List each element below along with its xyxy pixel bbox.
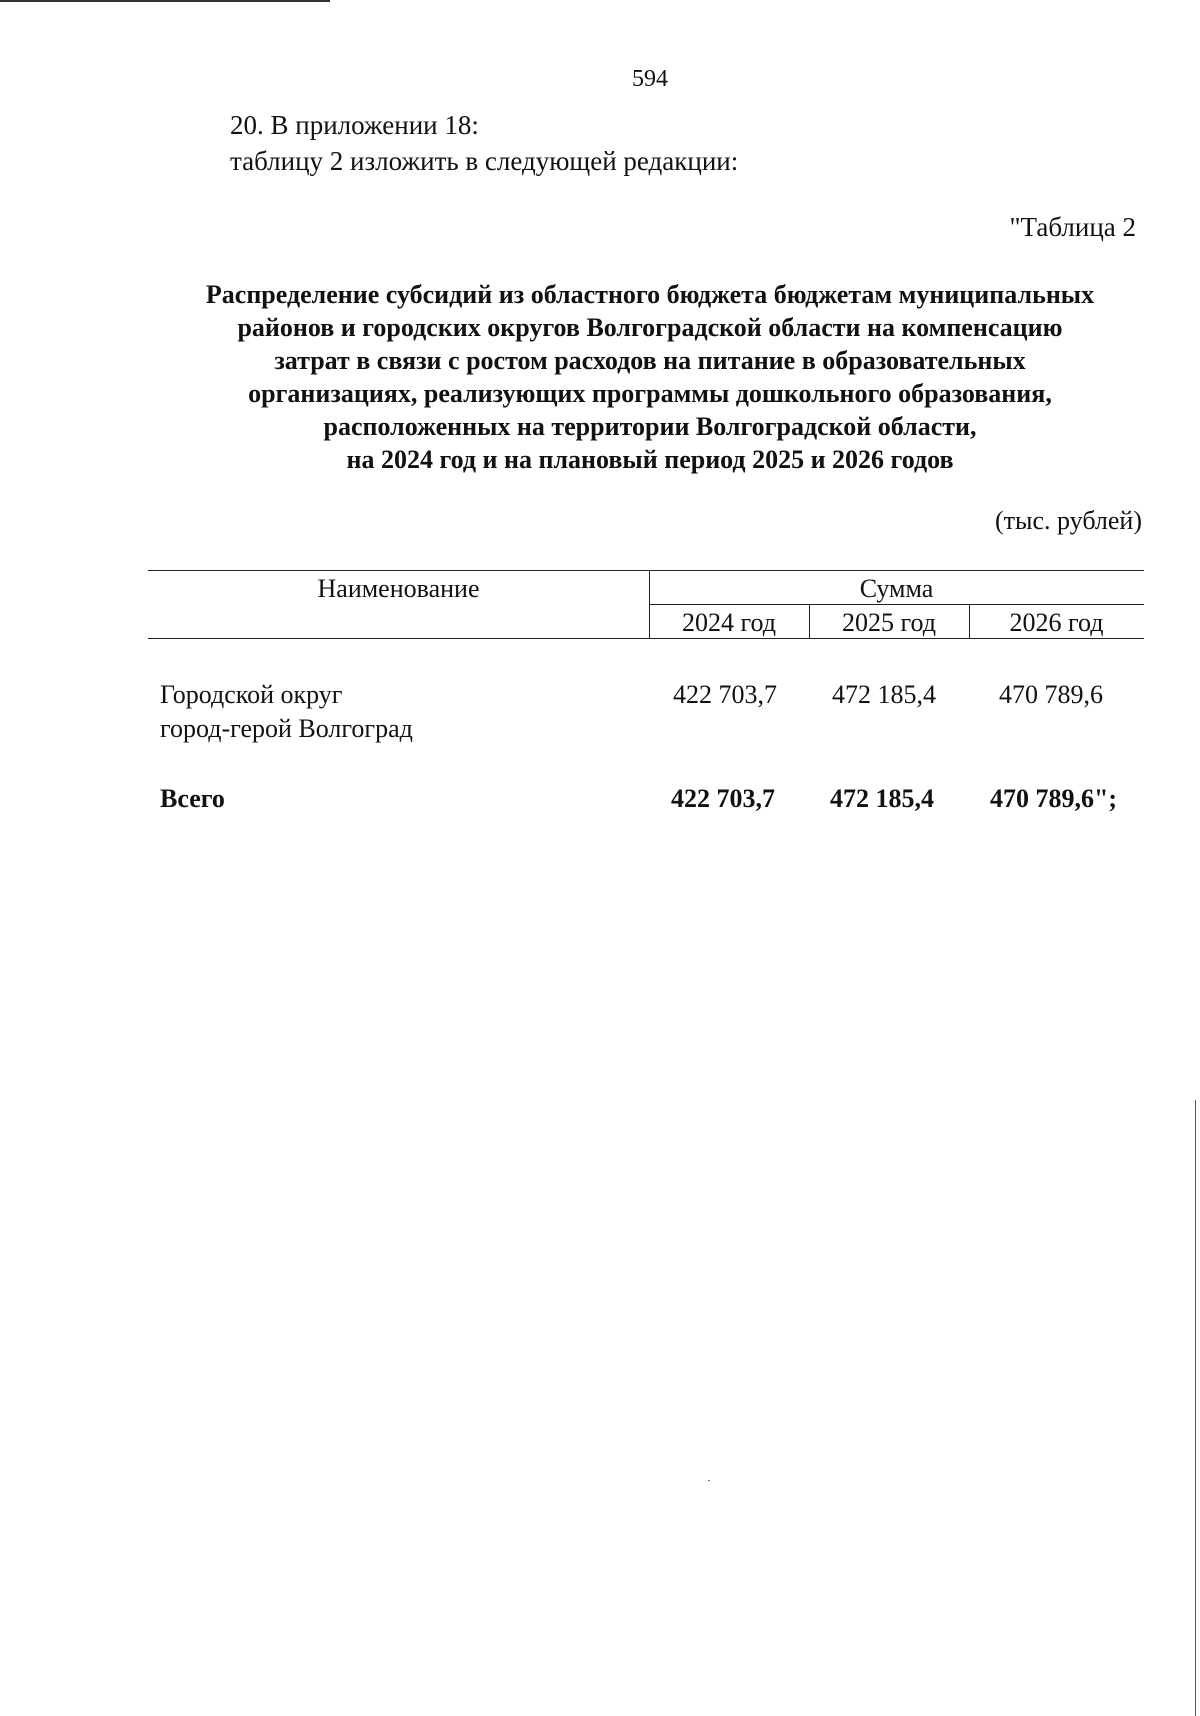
title-line: районов и городских округов Волгоградской области на компенсацию: [237, 313, 1063, 342]
header-year: 2025 год: [842, 608, 936, 637]
sum-header-rule: [649, 604, 1144, 605]
scan-artifact-line: [0, 0, 330, 2]
table-reference: "Таблица 2: [1009, 212, 1136, 242]
total-value: 472 185,4: [830, 784, 934, 813]
total-value: 470 789,6";: [990, 784, 1118, 813]
title-line: затрат в связи с ростом расходов на питание в образовательных: [274, 346, 1026, 375]
row-value: 422 703,7: [673, 680, 777, 709]
header-sum: Сумма: [859, 574, 934, 603]
scan-artifact-edge: [1195, 1100, 1196, 1716]
page-number: 594: [632, 66, 668, 92]
header-year: 2024 год: [682, 608, 776, 637]
intro-item-heading: 20. В приложении 18:: [230, 110, 479, 140]
row-value: 472 185,4: [832, 680, 936, 709]
row-value: 470 789,6: [999, 680, 1103, 709]
title-line: Распределение субсидий из областного бюджета бюджетам муниципальных: [205, 280, 1095, 309]
scan-speck: [708, 1480, 710, 1481]
title-line: расположенных на территории Волгоградской области,: [323, 412, 977, 441]
title-line: организациях, реализующих программы дошкольного образования,: [248, 379, 1052, 408]
title-line: на 2024 год и на плановый период 2025 и 2026 годов: [346, 445, 954, 474]
total-label: Всего: [160, 784, 225, 813]
units-note: (тыс. рублей): [994, 506, 1142, 535]
row-name-line: Городской округ: [160, 680, 343, 709]
table-title: [145, 278, 1155, 476]
intro-instruction: таблицу 2 изложить в следующей редакции:: [230, 146, 739, 176]
total-value: 422 703,7: [671, 784, 775, 813]
header-bottom-rule: [148, 638, 1144, 639]
table-top-rule: [148, 570, 1144, 571]
header-name: Наименование: [317, 574, 480, 603]
header-year: 2026 год: [1009, 608, 1104, 637]
row-name-line: город-герой Волгоград: [160, 714, 413, 743]
